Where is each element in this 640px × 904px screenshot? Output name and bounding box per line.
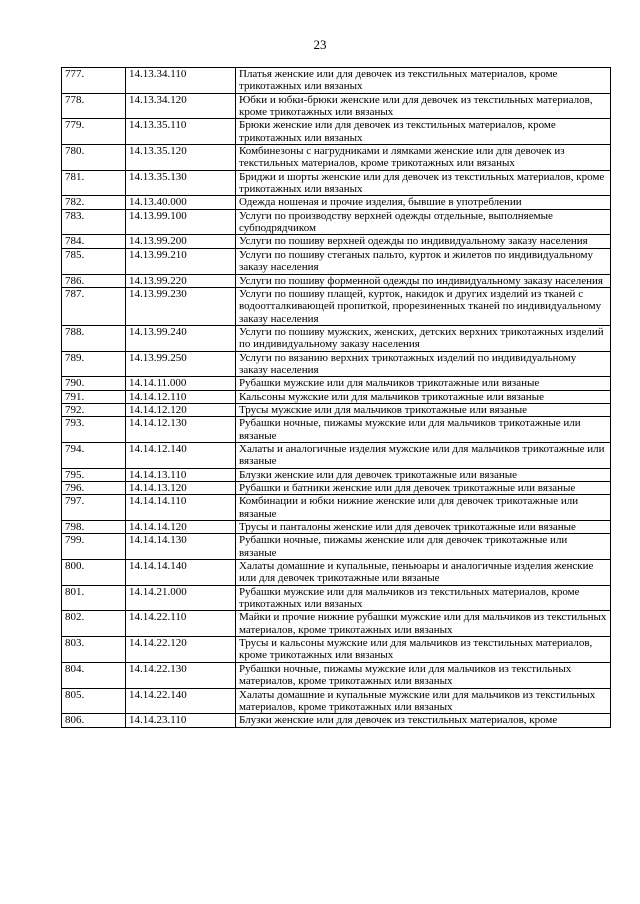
row-number: 790. xyxy=(62,377,126,390)
item-description: Трусы мужские или для мальчиков трикотажные или вязаные xyxy=(236,403,611,416)
row-number: 781. xyxy=(62,170,126,196)
item-description: Юбки и юбки-брюки женские или для девочек из текстильных материалов, кроме трикотажных или вязаных xyxy=(236,93,611,119)
okpd-code: 14.14.12.130 xyxy=(126,417,236,443)
row-number: 778. xyxy=(62,93,126,119)
okpd-code: 14.14.14.140 xyxy=(126,560,236,586)
okpd-code: 14.14.22.140 xyxy=(126,688,236,714)
item-description: Блузки женские или для девочек трикотажные или вязаные xyxy=(236,468,611,481)
table-row xyxy=(62,637,611,663)
item-description: Услуги по пошиву плащей, курток, накидок и других изделий из тканей с водоотталкивающей пропиткой, прорезиненных тканей по индивидуальному заказу населения xyxy=(236,287,611,325)
item-description: Кальсоны мужские или для мальчиков трикотажные или вязаные xyxy=(236,390,611,403)
item-description: Услуги по пошиву форменной одежды по индивидуальному заказу населения xyxy=(236,274,611,287)
item-description: Услуги по вязанию верхних трикотажных изделий по индивидуальному заказу населения xyxy=(236,351,611,377)
item-description: Брюки женские или для девочек из текстильных материалов, кроме трикотажных или вязаных xyxy=(236,119,611,145)
row-number: 804. xyxy=(62,662,126,688)
row-number: 784. xyxy=(62,235,126,248)
item-description: Комбинезоны с нагрудниками и лямками женские или для девочек из текстильных материалов, кроме трикотажных или вязаных xyxy=(236,145,611,171)
table-row xyxy=(62,235,611,248)
table-row xyxy=(62,119,611,145)
okpd-code: 14.14.13.120 xyxy=(126,482,236,495)
table-row xyxy=(62,534,611,560)
okpd-code: 14.14.13.110 xyxy=(126,468,236,481)
item-description: Услуги по пошиву мужских, женских, детских верхних трикотажных изделий по индивидуальному заказу населения xyxy=(236,325,611,351)
row-number: 787. xyxy=(62,287,126,325)
table-row xyxy=(62,714,611,727)
row-number: 805. xyxy=(62,688,126,714)
okpd-code: 14.14.22.120 xyxy=(126,637,236,663)
item-description: Рубашки мужские или для мальчиков трикотажные или вязаные xyxy=(236,377,611,390)
table-row xyxy=(62,417,611,443)
okpd-code: 14.14.14.120 xyxy=(126,521,236,534)
table-row xyxy=(62,662,611,688)
row-number: 793. xyxy=(62,417,126,443)
row-number: 801. xyxy=(62,585,126,611)
okpd-code: 14.13.35.110 xyxy=(126,119,236,145)
table-row xyxy=(62,196,611,209)
table-row xyxy=(62,495,611,521)
table-row xyxy=(62,585,611,611)
okpd-code: 14.13.35.120 xyxy=(126,145,236,171)
table-row xyxy=(62,403,611,416)
okpd-code: 14.13.99.240 xyxy=(126,325,236,351)
table-row xyxy=(62,145,611,171)
okpd-code: 14.14.14.130 xyxy=(126,534,236,560)
item-description: Платья женские или для девочек из текстильных материалов, кроме трикотажных или вязаных xyxy=(236,68,611,94)
item-description: Майки и прочие нижние рубашки мужские или для мальчиков из текстильных материалов, кроме трикотажных или вязаных xyxy=(236,611,611,637)
okpd-code: 14.14.22.130 xyxy=(126,662,236,688)
row-number: 798. xyxy=(62,521,126,534)
row-number: 786. xyxy=(62,274,126,287)
item-description: Трусы и панталоны женские или для девочек трикотажные или вязаные xyxy=(236,521,611,534)
item-description: Рубашки ночные, пижамы мужские или для мальчиков трикотажные или вязаные xyxy=(236,417,611,443)
item-description: Халаты домашние и купальные мужские или для мальчиков из текстильных материалов, кроме трикотажных или вязаных xyxy=(236,688,611,714)
row-number: 791. xyxy=(62,390,126,403)
item-description: Бриджи и шорты женские или для девочек из текстильных материалов, кроме трикотажных или вязаных xyxy=(236,170,611,196)
okpd-code: 14.14.12.120 xyxy=(126,403,236,416)
item-description: Блузки женские или для девочек из текстильных материалов, кроме xyxy=(236,714,611,727)
okpd-code: 14.13.99.220 xyxy=(126,274,236,287)
item-description: Рубашки ночные, пижамы мужские или для мальчиков из текстильных материалов, кроме трикотажных или вязаных xyxy=(236,662,611,688)
okpd-code: 14.14.12.140 xyxy=(126,442,236,468)
okpd-code: 14.13.99.200 xyxy=(126,235,236,248)
item-description: Одежда ношеная и прочие изделия, бывшие в употреблении xyxy=(236,196,611,209)
table-row xyxy=(62,248,611,274)
table-row xyxy=(62,390,611,403)
row-number: 802. xyxy=(62,611,126,637)
table-row xyxy=(62,274,611,287)
item-description: Услуги по производству верхней одежды отдельные, выполняемые субподрядчиком xyxy=(236,209,611,235)
okpd-code: 14.14.14.110 xyxy=(126,495,236,521)
item-description: Рубашки и батники женские или для девочек трикотажные или вязаные xyxy=(236,482,611,495)
row-number: 800. xyxy=(62,560,126,586)
table-row xyxy=(62,611,611,637)
table-row xyxy=(62,521,611,534)
row-number: 785. xyxy=(62,248,126,274)
row-number: 799. xyxy=(62,534,126,560)
table-row xyxy=(62,377,611,390)
item-description: Халаты и аналогичные изделия мужские или для мальчиков трикотажные или вязаные xyxy=(236,442,611,468)
table-row xyxy=(62,287,611,325)
okpd-code: 14.13.34.110 xyxy=(126,68,236,94)
row-number: 779. xyxy=(62,119,126,145)
okpd-code: 14.14.22.110 xyxy=(126,611,236,637)
table-row xyxy=(62,93,611,119)
okpd-code: 14.14.12.110 xyxy=(126,390,236,403)
row-number: 797. xyxy=(62,495,126,521)
row-number: 780. xyxy=(62,145,126,171)
item-description: Рубашки мужские или для мальчиков из текстильных материалов, кроме трикотажных или вязаных xyxy=(236,585,611,611)
table-row xyxy=(62,468,611,481)
table-row xyxy=(62,325,611,351)
okpd-code: 14.14.23.110 xyxy=(126,714,236,727)
row-number: 796. xyxy=(62,482,126,495)
row-number: 783. xyxy=(62,209,126,235)
row-number: 794. xyxy=(62,442,126,468)
row-number: 789. xyxy=(62,351,126,377)
item-description: Халаты домашние и купальные, пеньюары и аналогичные изделия женские или для девочек трикотажные или вязаные xyxy=(236,560,611,586)
row-number: 782. xyxy=(62,196,126,209)
row-number: 795. xyxy=(62,468,126,481)
okpd-code: 14.13.34.120 xyxy=(126,93,236,119)
table-row xyxy=(62,482,611,495)
table-row xyxy=(62,351,611,377)
row-number: 792. xyxy=(62,403,126,416)
okpd-code: 14.13.99.210 xyxy=(126,248,236,274)
item-description: Услуги по пошиву стеганых пальто, курток и жилетов по индивидуальному заказу населения xyxy=(236,248,611,274)
table-row xyxy=(62,68,611,94)
row-number: 788. xyxy=(62,325,126,351)
table-row xyxy=(62,170,611,196)
item-description: Рубашки ночные, пижамы женские или для девочек трикотажные или вязаные xyxy=(236,534,611,560)
table-row xyxy=(62,442,611,468)
classifier-table-body xyxy=(62,68,611,728)
okpd-code: 14.14.21.000 xyxy=(126,585,236,611)
okpd-code: 14.13.99.100 xyxy=(126,209,236,235)
okpd-code: 14.13.40.000 xyxy=(126,196,236,209)
row-number: 806. xyxy=(62,714,126,727)
row-number: 803. xyxy=(62,637,126,663)
page-number: 23 xyxy=(313,37,327,52)
classifier-table xyxy=(61,67,611,728)
item-description: Трусы и кальсоны мужские или для мальчиков из текстильных материалов, кроме трикотажных или вязаных xyxy=(236,637,611,663)
table-row xyxy=(62,560,611,586)
table-row xyxy=(62,209,611,235)
okpd-code: 14.14.11.000 xyxy=(126,377,236,390)
table-row xyxy=(62,688,611,714)
okpd-code: 14.13.99.250 xyxy=(126,351,236,377)
okpd-code: 14.13.35.130 xyxy=(126,170,236,196)
okpd-code: 14.13.99.230 xyxy=(126,287,236,325)
item-description: Услуги по пошиву верхней одежды по индивидуальному заказу населения xyxy=(236,235,611,248)
row-number: 777. xyxy=(62,68,126,94)
item-description: Комбинации и юбки нижние женские или для девочек трикотажные или вязаные xyxy=(236,495,611,521)
